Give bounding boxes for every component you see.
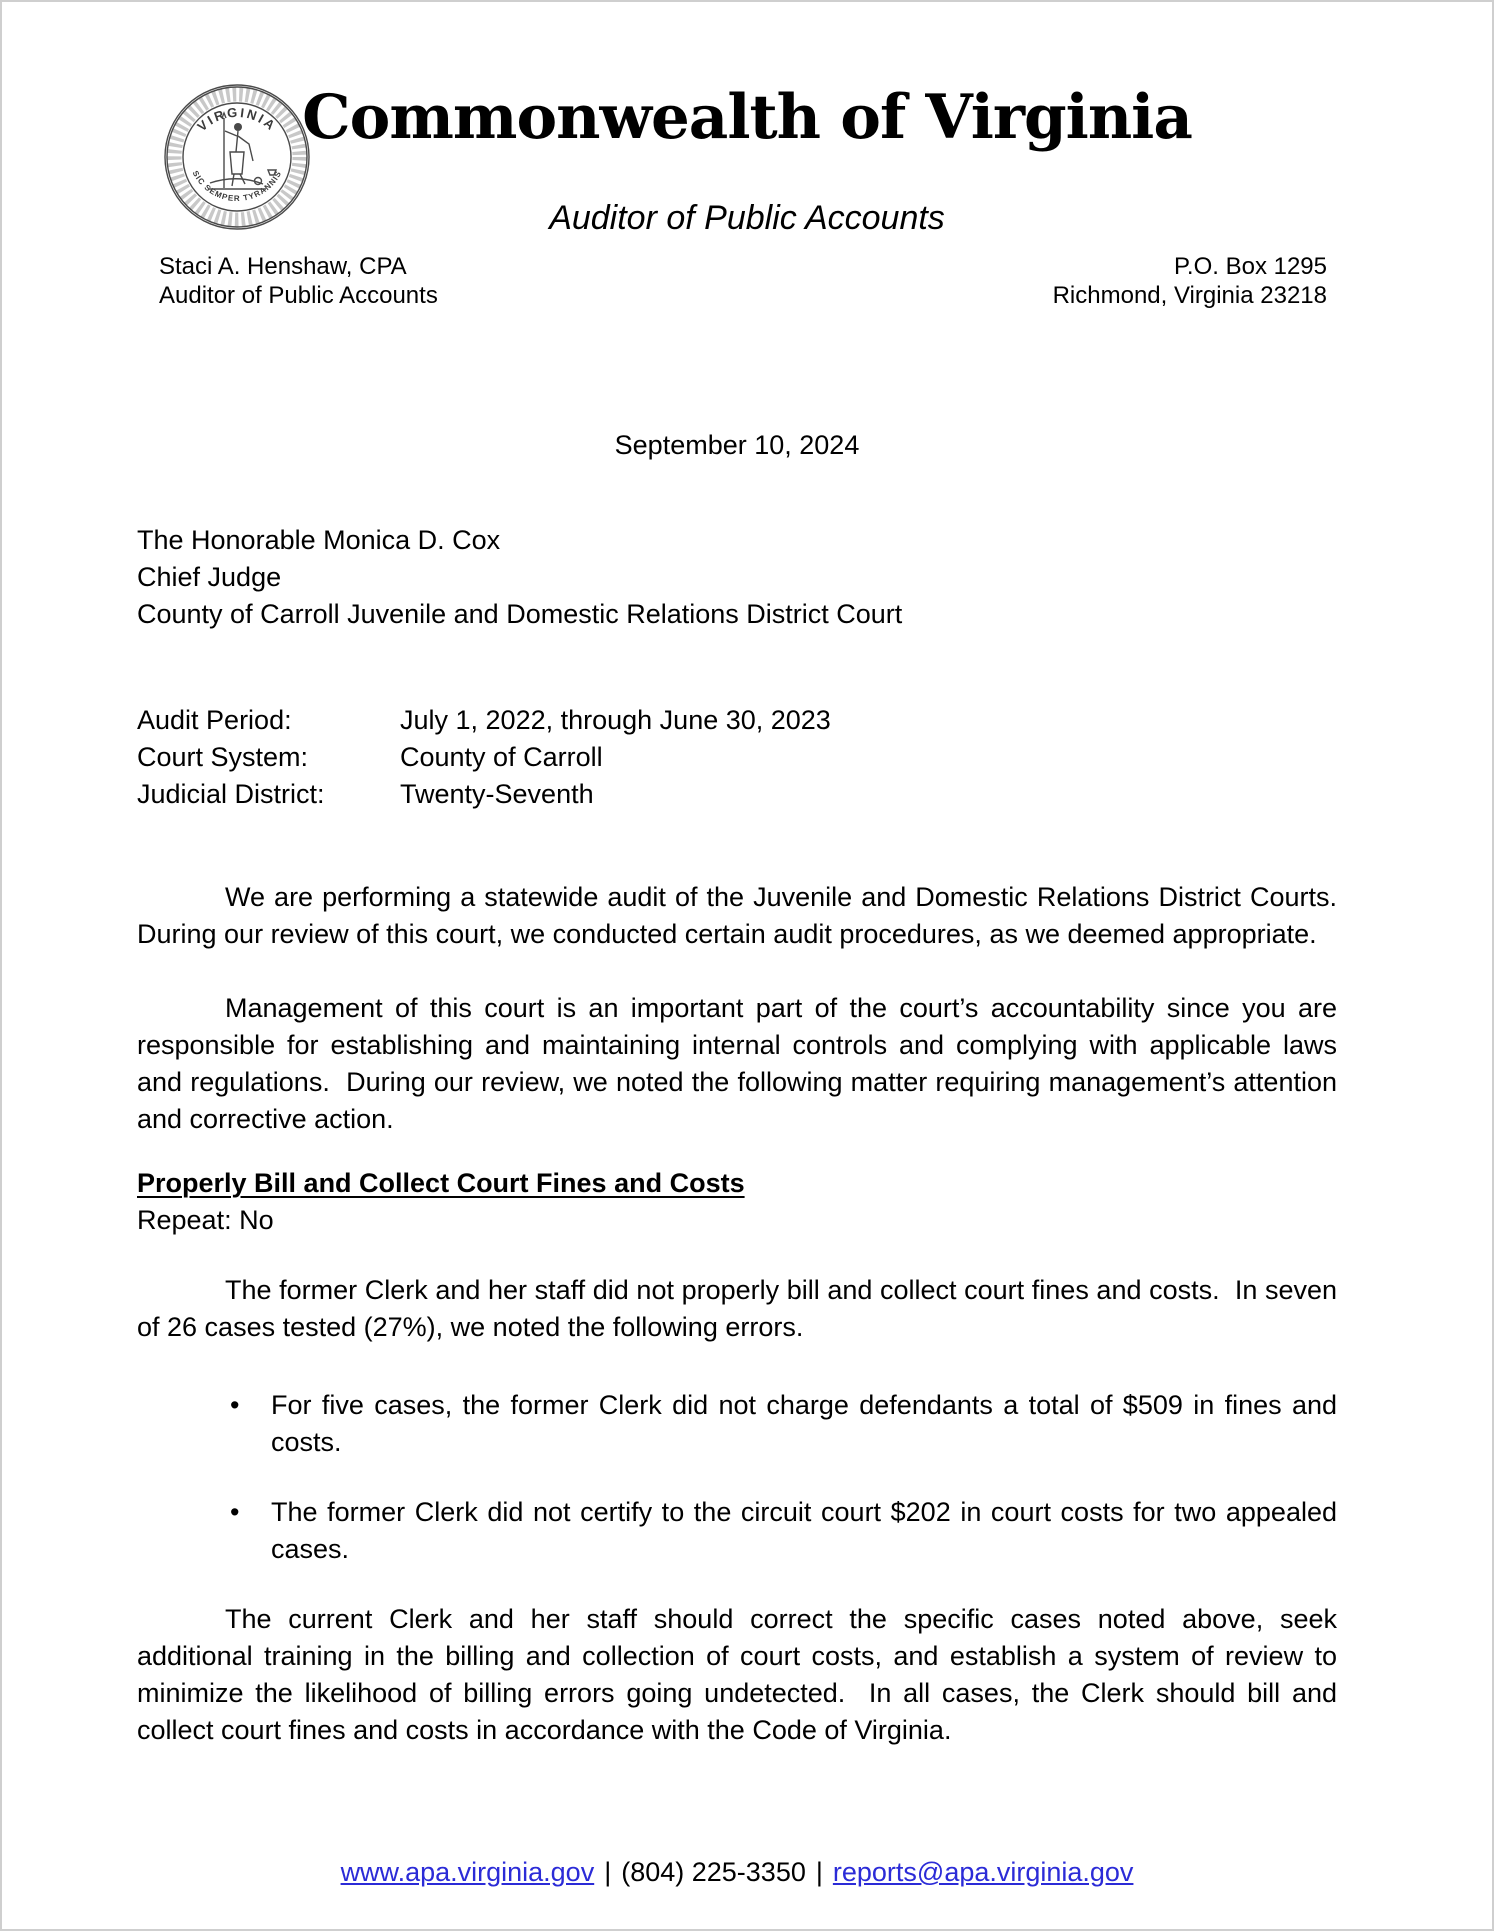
email-link[interactable]: reports@apa.virginia.gov: [832, 1857, 1134, 1887]
paragraph-management: Management of this court is an important part of the court’s accountability since you are responsible for establishing and maintaining internal controls and complying with applicable laws and regulations. During our review, we noted the following matter requiring management’s attention and corrective action.: [137, 993, 1345, 1134]
paragraph-statewide-audit: We are performing a statewide audit of the Juvenile and Domestic Relations District Courts. During our review of this court, we conducted certain audit procedures, as we deemed appropriate.: [137, 882, 1353, 949]
court-system-label: Court System:: [137, 742, 309, 772]
letterhead-contacts: [159, 252, 1327, 310]
court-system-value: County of Carroll: [400, 742, 603, 772]
addressee-block: [137, 522, 1337, 633]
addressee-role: Chief Judge: [137, 562, 282, 592]
po-box-line: P.O. Box 1295: [1174, 253, 1327, 280]
bullet-icon: •: [230, 1390, 240, 1420]
bullet-icon: •: [230, 1497, 240, 1527]
letterhead: [2, 2, 1492, 312]
judicial-district-row: [137, 776, 1337, 813]
bullet-fines-not-charged: [137, 1387, 1345, 1461]
bullet-text: The former Clerk did not certify to the circuit court $202 in court costs for two appealed cases.: [271, 1497, 1345, 1564]
repeat-status: Repeat: No: [137, 1205, 274, 1235]
phone-number: (804) 225-3350: [621, 1857, 806, 1887]
auditor-contact: [159, 252, 438, 310]
paragraph-errors-intro: The former Clerk and her staff did not properly bill and collect court fines and costs. In seven of 26 cases tested (27%), we noted the following errors.: [137, 1275, 1345, 1342]
audit-info-block: [137, 702, 1337, 813]
footer-separator: |: [604, 1857, 612, 1887]
audit-period-value: July 1, 2022, through June 30, 2023: [400, 705, 831, 735]
letter-date: September 10, 2024: [614, 430, 860, 460]
office-address: [1053, 252, 1327, 310]
auditor-title: Auditor of Public Accounts: [159, 282, 438, 309]
judicial-district-label: Judicial District:: [137, 779, 325, 809]
footer-separator: |: [815, 1857, 823, 1887]
audit-period-label: Audit Period:: [137, 705, 292, 735]
bullet-text: For five cases, the former Clerk did not charge defendants a total of $509 in fines and costs.: [271, 1390, 1345, 1457]
judicial-district-value: Twenty-Seventh: [400, 779, 594, 809]
auditor-name: Staci A. Henshaw, CPA: [159, 253, 407, 280]
addressee-name: The Honorable Monica D. Cox: [137, 525, 501, 555]
bullet-costs-not-certified: [137, 1494, 1345, 1568]
addressee-court: County of Carroll Juvenile and Domestic Relations District Court: [137, 599, 903, 629]
audit-period-row: [137, 702, 1337, 739]
website-link[interactable]: www.apa.virginia.gov: [340, 1857, 595, 1887]
finding-heading: Properly Bill and Collect Court Fines and Costs: [137, 1168, 745, 1198]
city-line: Richmond, Virginia 23218: [1052, 282, 1327, 309]
page-subtitle: Auditor of Public Accounts: [549, 199, 945, 237]
paragraph-recommendation: The current Clerk and her staff should correct the specific cases noted above, seek additional training in the billing and collection of court costs, and establish a system of review to minimize the likelihood of billing errors going undetected. In all cases, the Clerk should bill and collect court fines and costs in accordance with the Code of Virginia.: [137, 1604, 1345, 1745]
seal-bottom-text: SIC SEMPER TYRANNIS: [190, 169, 284, 204]
seal-top-text: VIRGINIA: [194, 104, 280, 135]
letter-body: [2, 427, 1492, 1891]
footer-contact-line: [137, 1854, 1337, 1891]
page-title: Commonwealth of Virginia: [302, 82, 1192, 153]
court-system-row: [137, 739, 1337, 776]
